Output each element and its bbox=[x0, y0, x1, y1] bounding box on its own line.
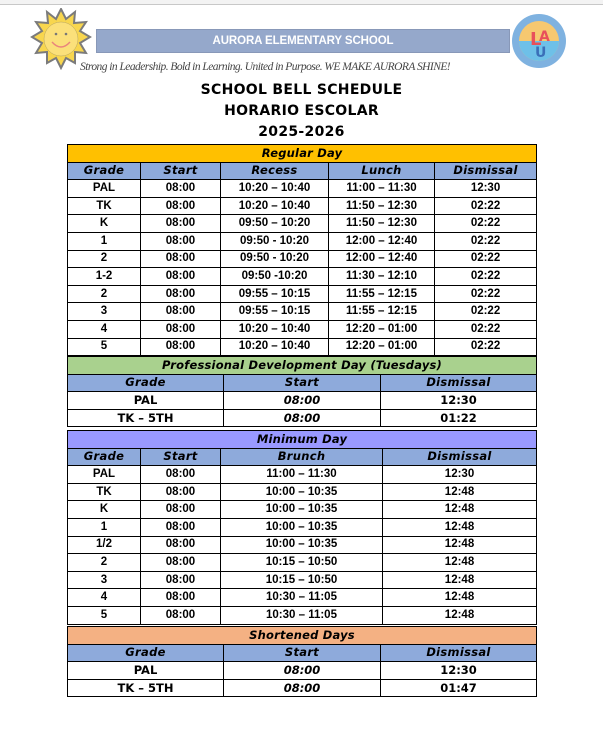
table-row bbox=[68, 268, 537, 286]
table-cell: 12:30 bbox=[383, 466, 537, 484]
table-cell: 5 bbox=[68, 606, 141, 624]
table-cell: 10:30 – 11:05 bbox=[221, 606, 383, 624]
column-header: Start bbox=[141, 448, 221, 466]
regular-day-section-header bbox=[68, 145, 537, 163]
table-cell: 11:55 – 12:15 bbox=[329, 285, 435, 303]
table-cell: 3 bbox=[68, 571, 141, 589]
table-cell: 10:00 – 10:35 bbox=[221, 501, 383, 519]
table-cell: 12:20 – 01:00 bbox=[329, 320, 435, 338]
professional-development-table bbox=[67, 356, 537, 427]
table-cell: 08:00 bbox=[141, 571, 221, 589]
table-cell: 02:22 bbox=[435, 268, 537, 286]
table-cell: 09:50 - 10:20 bbox=[221, 232, 329, 250]
table-cell: 12:48 bbox=[383, 571, 537, 589]
table-cell: 02:22 bbox=[435, 338, 537, 356]
table-cell: 10:20 – 10:40 bbox=[221, 320, 329, 338]
table-row bbox=[68, 180, 537, 198]
table-row bbox=[68, 338, 537, 356]
page-top-edge bbox=[0, 0, 603, 5]
table-cell: 08:00 bbox=[141, 554, 221, 572]
table-cell: 08:00 bbox=[141, 338, 221, 356]
table-row bbox=[68, 303, 537, 321]
table-cell: 12:30 bbox=[381, 392, 537, 410]
table-cell: 08:00 bbox=[224, 679, 381, 697]
table-cell: 12:48 bbox=[383, 483, 537, 501]
table-cell: 11:00 – 11:30 bbox=[221, 466, 383, 484]
table-cell: 10:00 – 10:35 bbox=[221, 483, 383, 501]
table-cell: 09:50 – 10:20 bbox=[221, 215, 329, 233]
table-row bbox=[68, 589, 537, 607]
table-cell: TK – 5TH bbox=[68, 679, 224, 697]
svg-text:A: A bbox=[539, 29, 550, 45]
table-cell: 11:55 – 12:15 bbox=[329, 303, 435, 321]
table-cell: 08:00 bbox=[141, 215, 221, 233]
table-cell: 10:15 – 10:50 bbox=[221, 571, 383, 589]
table-row bbox=[68, 285, 537, 303]
table-cell: 1-2 bbox=[68, 268, 141, 286]
table-cell: 4 bbox=[68, 320, 141, 338]
column-header-row bbox=[68, 162, 537, 180]
table-cell: 08:00 bbox=[141, 250, 221, 268]
table-cell: 2 bbox=[68, 250, 141, 268]
table-cell: 09:55 – 10:15 bbox=[221, 285, 329, 303]
table-cell: TK bbox=[68, 483, 141, 501]
table-row bbox=[68, 501, 537, 519]
table-row bbox=[68, 409, 537, 427]
table-cell: 10:20 – 10:40 bbox=[221, 180, 329, 198]
table-cell: 02:22 bbox=[435, 215, 537, 233]
table-cell: 12:00 – 12:40 bbox=[329, 232, 435, 250]
table-row bbox=[68, 518, 537, 536]
table-row bbox=[68, 320, 537, 338]
table-cell: 08:00 bbox=[141, 197, 221, 215]
table-cell: 02:22 bbox=[435, 197, 537, 215]
table-cell: TK bbox=[68, 197, 141, 215]
svg-text:U: U bbox=[535, 45, 547, 61]
table-row bbox=[68, 679, 537, 697]
table-cell: 4 bbox=[68, 589, 141, 607]
table-cell: 02:22 bbox=[435, 303, 537, 321]
table-row bbox=[68, 536, 537, 554]
table-cell: 02:22 bbox=[435, 232, 537, 250]
column-header: Start bbox=[224, 644, 381, 662]
table-cell: 08:00 bbox=[141, 606, 221, 624]
table-cell: PAL bbox=[68, 466, 141, 484]
table-cell: 12:48 bbox=[383, 589, 537, 607]
table-cell: PAL bbox=[68, 392, 224, 410]
table-cell: 01:22 bbox=[381, 409, 537, 427]
svg-text:L: L bbox=[530, 29, 542, 50]
table-cell: 08:00 bbox=[141, 589, 221, 607]
table-cell: 11:50 – 12:30 bbox=[329, 215, 435, 233]
table-cell: 08:00 bbox=[141, 466, 221, 484]
table-cell: 10:00 – 10:35 bbox=[221, 536, 383, 554]
table-cell: 08:00 bbox=[141, 232, 221, 250]
shortened-days-section-header bbox=[68, 627, 537, 645]
table-cell: 09:55 – 10:15 bbox=[221, 303, 329, 321]
table-cell: 12:00 – 12:40 bbox=[329, 250, 435, 268]
school-name-banner: AURORA ELEMENTARY SCHOOL bbox=[96, 29, 510, 53]
school-motto: Strong in Leadership. Bold in Learning. United in Purpose. WE MAKE AURORA SHINE! bbox=[80, 61, 451, 73]
table-cell: 10:30 – 11:05 bbox=[221, 589, 383, 607]
schedule-title: SCHOOL BELL SCHEDULE bbox=[200, 82, 403, 98]
column-header-row bbox=[68, 644, 537, 662]
section-title: Minimum Day bbox=[68, 431, 537, 449]
table-row bbox=[68, 554, 537, 572]
table-cell: 02:22 bbox=[435, 320, 537, 338]
column-header: Dismissal bbox=[381, 644, 537, 662]
table-row bbox=[68, 662, 537, 680]
table-cell: 1 bbox=[68, 518, 141, 536]
minimum-day-section-header bbox=[68, 431, 537, 449]
column-header-row bbox=[68, 374, 537, 392]
table-cell: 12:48 bbox=[383, 536, 537, 554]
regular-day-table bbox=[67, 144, 537, 356]
table-cell: 12:30 bbox=[381, 662, 537, 680]
column-header: Brunch bbox=[221, 448, 383, 466]
column-header: Start bbox=[224, 374, 381, 392]
table-cell: 08:00 bbox=[141, 180, 221, 198]
column-header: Grade bbox=[68, 448, 141, 466]
section-title: Professional Development Day (Tuesdays) bbox=[68, 357, 537, 375]
table-cell: 11:50 – 12:30 bbox=[329, 197, 435, 215]
table-cell: 1 bbox=[68, 232, 141, 250]
table-cell: 12:48 bbox=[383, 518, 537, 536]
shortened-days-table bbox=[67, 626, 537, 697]
section-title: Shortened Days bbox=[68, 627, 537, 645]
table-cell: PAL bbox=[68, 662, 224, 680]
table-row bbox=[68, 232, 537, 250]
table-row bbox=[68, 466, 537, 484]
table-cell: 12:20 – 01:00 bbox=[329, 338, 435, 356]
table-cell: 08:00 bbox=[141, 536, 221, 554]
school-year: 2025-2026 bbox=[258, 124, 345, 140]
table-cell: 08:00 bbox=[141, 501, 221, 519]
schedule-title-spanish: HORARIO ESCOLAR bbox=[224, 103, 379, 119]
table-cell: 08:00 bbox=[141, 303, 221, 321]
table-cell: TK – 5TH bbox=[68, 409, 224, 427]
column-header: Recess bbox=[221, 162, 329, 180]
table-row bbox=[68, 197, 537, 215]
table-row bbox=[68, 571, 537, 589]
table-row bbox=[68, 392, 537, 410]
pd-section-header bbox=[68, 357, 537, 375]
sun-rays-icon bbox=[32, 9, 90, 68]
column-header: Grade bbox=[68, 162, 141, 180]
table-cell: 01:47 bbox=[381, 679, 537, 697]
table-cell: 10:00 – 10:35 bbox=[221, 518, 383, 536]
table-cell: 08:00 bbox=[141, 518, 221, 536]
table-cell: K bbox=[68, 501, 141, 519]
column-header: Start bbox=[141, 162, 221, 180]
table-cell: K bbox=[68, 215, 141, 233]
table-cell: 10:15 – 10:50 bbox=[221, 554, 383, 572]
table-cell: 12:30 bbox=[435, 180, 537, 198]
table-row bbox=[68, 250, 537, 268]
table-cell: 5 bbox=[68, 338, 141, 356]
table-row bbox=[68, 606, 537, 624]
table-cell: 09:50 - 10:20 bbox=[221, 250, 329, 268]
table-cell: 12:48 bbox=[383, 606, 537, 624]
column-header: Dismissal bbox=[381, 374, 537, 392]
column-header: Grade bbox=[68, 374, 224, 392]
table-cell: 2 bbox=[68, 285, 141, 303]
table-cell: 10:20 – 10:40 bbox=[221, 338, 329, 356]
table-cell: 09:50 -10:20 bbox=[221, 268, 329, 286]
section-title: Regular Day bbox=[68, 145, 537, 163]
table-row bbox=[68, 215, 537, 233]
table-cell: 02:22 bbox=[435, 285, 537, 303]
table-cell: PAL bbox=[68, 180, 141, 198]
table-cell: 3 bbox=[68, 303, 141, 321]
table-cell: 12:48 bbox=[383, 501, 537, 519]
table-cell: 12:48 bbox=[383, 554, 537, 572]
column-header: Grade bbox=[68, 644, 224, 662]
table-cell: 08:00 bbox=[141, 268, 221, 286]
table-cell: 1/2 bbox=[68, 536, 141, 554]
column-header-row bbox=[68, 448, 537, 466]
table-cell: 08:00 bbox=[224, 409, 381, 427]
table-cell: 08:00 bbox=[141, 320, 221, 338]
column-header: Lunch bbox=[329, 162, 435, 180]
column-header: Dismissal bbox=[435, 162, 537, 180]
column-header: Dismissal bbox=[383, 448, 537, 466]
table-cell: 08:00 bbox=[224, 662, 381, 680]
table-cell: 02:22 bbox=[435, 250, 537, 268]
table-cell: 08:00 bbox=[224, 392, 381, 410]
table-cell: 08:00 bbox=[141, 483, 221, 501]
table-cell: 2 bbox=[68, 554, 141, 572]
table-cell: 11:30 – 12:10 bbox=[329, 268, 435, 286]
table-cell: 11:00 – 11:30 bbox=[329, 180, 435, 198]
table-cell: 10:20 – 10:40 bbox=[221, 197, 329, 215]
table-row bbox=[68, 483, 537, 501]
table-cell: 08:00 bbox=[141, 285, 221, 303]
minimum-day-table bbox=[67, 430, 537, 625]
